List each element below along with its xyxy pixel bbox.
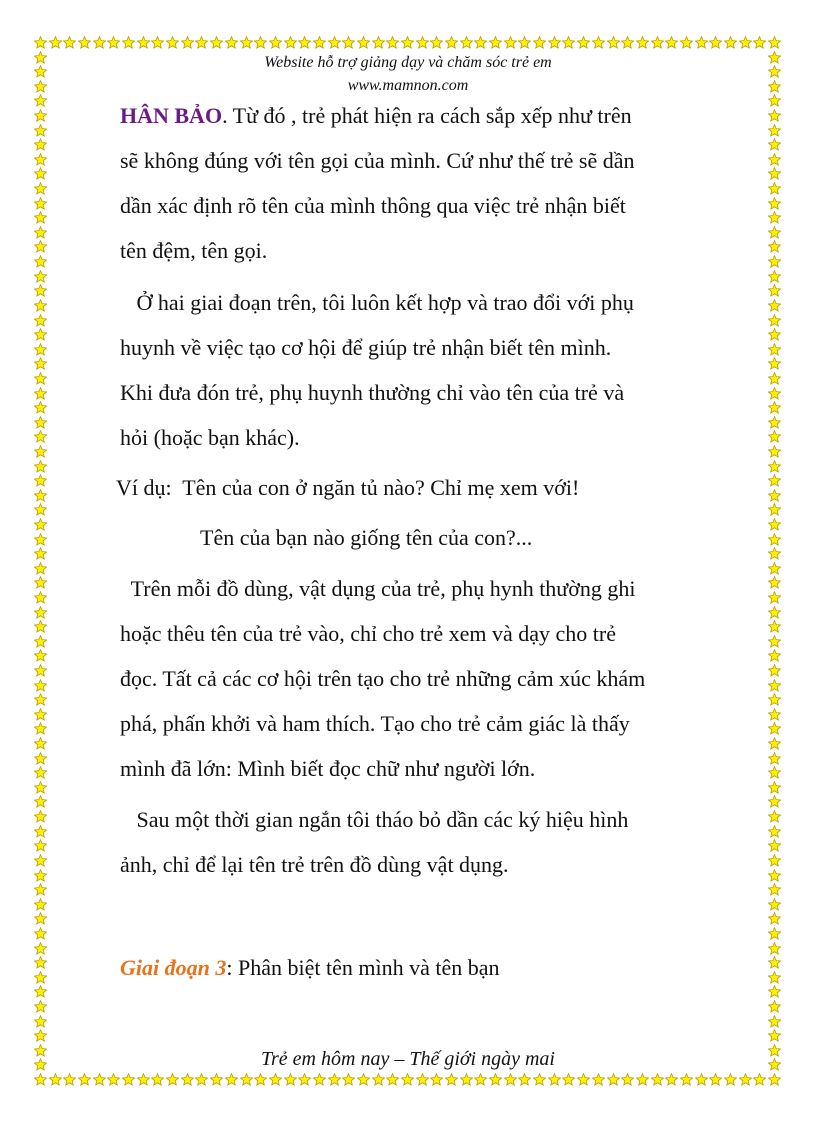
star-icon xyxy=(768,211,781,224)
star-icon xyxy=(768,839,781,852)
star-icon xyxy=(768,1029,781,1042)
header-site-title: Website hỗ trợ giảng dạy và chăm sóc trẻ em xyxy=(264,54,552,71)
star-icon xyxy=(768,795,781,808)
paragraph-line: Sau một thời gian ngắn tôi tháo bỏ dần các ký hiệu hình xyxy=(120,807,629,832)
star-icon xyxy=(768,197,781,210)
star-icon xyxy=(225,36,238,49)
star-icon xyxy=(533,1073,546,1086)
star-icon xyxy=(34,1015,47,1028)
star-icon xyxy=(34,401,47,414)
star-icon xyxy=(489,1073,502,1086)
star-icon xyxy=(768,635,781,648)
star-icon xyxy=(49,36,62,49)
star-icon xyxy=(768,825,781,838)
star-icon xyxy=(34,197,47,210)
star-icon xyxy=(34,518,47,531)
name-highlight: HÂN BẢO xyxy=(120,103,223,128)
star-icon xyxy=(34,576,47,589)
star-icon xyxy=(768,781,781,794)
star-icon xyxy=(768,284,781,297)
star-icon xyxy=(298,1073,311,1086)
star-icon xyxy=(34,679,47,692)
star-icon xyxy=(34,825,47,838)
star-icon xyxy=(34,1029,47,1042)
paragraph-line: Ở hai giai đoạn trên, tôi luôn kết hợp và trao đổi với phụ xyxy=(120,290,634,315)
star-icon xyxy=(768,664,781,677)
star-icon xyxy=(137,1073,150,1086)
star-icon xyxy=(269,36,282,49)
star-icon xyxy=(78,36,91,49)
star-icon xyxy=(34,255,47,268)
star-icon xyxy=(328,36,341,49)
star-icon xyxy=(768,167,781,180)
star-icon xyxy=(416,36,429,49)
star-icon xyxy=(166,1073,179,1086)
star-icon xyxy=(724,1073,737,1086)
star-icon xyxy=(651,36,664,49)
star-icon xyxy=(768,503,781,516)
star-icon xyxy=(562,36,575,49)
star-icon xyxy=(107,36,120,49)
star-icon xyxy=(254,36,267,49)
star-icon xyxy=(34,167,47,180)
star-icon xyxy=(34,489,47,502)
star-icon xyxy=(34,299,47,312)
section-heading xyxy=(120,955,499,981)
star-icon xyxy=(474,1073,487,1086)
star-icon xyxy=(63,1073,76,1086)
star-icon xyxy=(739,1073,752,1086)
example-line: Ví dụ: Tên của con ở ngăn tủ nào? Chỉ mẹ xem với! xyxy=(116,475,580,500)
star-icon xyxy=(724,36,737,49)
star-icon xyxy=(313,1073,326,1086)
star-icon xyxy=(768,314,781,327)
star-icon xyxy=(401,1073,414,1086)
paragraph-line: Trên mỗi đồ dùng, vật dụng của trẻ, phụ hynh thường ghi xyxy=(120,576,636,601)
star-icon xyxy=(63,36,76,49)
star-icon xyxy=(240,36,253,49)
star-icon xyxy=(768,606,781,619)
star-icon xyxy=(768,722,781,735)
star-icon xyxy=(768,547,781,560)
star-icon xyxy=(460,1073,473,1086)
star-icon xyxy=(34,240,47,253)
star-icon xyxy=(34,869,47,882)
star-icon xyxy=(768,1000,781,1013)
star-icon xyxy=(768,94,781,107)
paragraph-line: hoặc thêu tên của trẻ vào, chỉ cho trẻ xem và dạy cho trẻ xyxy=(120,621,616,646)
paragraph-line: ảnh, chỉ để lại tên trẻ trên đồ dùng vật dụng. xyxy=(120,852,509,877)
star-icon xyxy=(607,36,620,49)
star-icon xyxy=(680,36,693,49)
star-icon xyxy=(34,1000,47,1013)
star-icon xyxy=(768,533,781,546)
star-icon xyxy=(562,1073,575,1086)
star-icon xyxy=(695,36,708,49)
star-icon xyxy=(34,109,47,122)
star-icon xyxy=(386,1073,399,1086)
star-icon xyxy=(122,36,135,49)
star-icon xyxy=(93,36,106,49)
paragraph-line: huynh về việc tạo cơ hội để giúp trẻ nhận biết tên mình. xyxy=(120,335,612,360)
star-icon xyxy=(34,942,47,955)
star-icon xyxy=(151,36,164,49)
star-icon xyxy=(181,1073,194,1086)
paragraph-line: mình đã lớn: Mình biết đọc chữ như người lớn. xyxy=(120,756,536,781)
star-icon xyxy=(34,211,47,224)
star-icon xyxy=(768,430,781,443)
star-icon xyxy=(768,752,781,765)
star-icon xyxy=(240,1073,253,1086)
star-icon xyxy=(34,781,47,794)
star-icon xyxy=(34,766,47,779)
paragraph-line: tên đệm, tên gọi. xyxy=(120,238,268,263)
star-icon xyxy=(768,810,781,823)
star-icon xyxy=(768,489,781,502)
star-icon xyxy=(768,1073,781,1086)
star-icon xyxy=(137,36,150,49)
star-icon xyxy=(298,36,311,49)
star-icon xyxy=(34,722,47,735)
star-icon xyxy=(665,1073,678,1086)
star-icon xyxy=(34,854,47,867)
star-icon xyxy=(621,36,634,49)
star-icon xyxy=(768,109,781,122)
star-icon xyxy=(49,1073,62,1086)
star-icon xyxy=(34,314,47,327)
star-icon xyxy=(474,36,487,49)
star-icon xyxy=(34,445,47,458)
star-icon xyxy=(445,36,458,49)
star-icon xyxy=(709,1073,722,1086)
star-icon xyxy=(768,401,781,414)
star-icon xyxy=(739,36,752,49)
star-icon xyxy=(768,1015,781,1028)
star-icon xyxy=(166,36,179,49)
star-icon xyxy=(34,883,47,896)
star-icon xyxy=(34,460,47,473)
star-icon xyxy=(768,766,781,779)
star-icon xyxy=(768,240,781,253)
star-icon xyxy=(768,927,781,940)
star-icon xyxy=(416,1073,429,1086)
star-icon xyxy=(34,357,47,370)
star-icon xyxy=(34,124,47,137)
star-icon xyxy=(709,36,722,49)
star-icon xyxy=(680,1073,693,1086)
star-icon xyxy=(768,343,781,356)
star-icon xyxy=(34,635,47,648)
star-icon xyxy=(107,1073,120,1086)
star-icon xyxy=(34,416,47,429)
star-icon xyxy=(768,708,781,721)
star-icon xyxy=(592,1073,605,1086)
star-icon xyxy=(34,547,47,560)
star-icon xyxy=(768,854,781,867)
star-icon xyxy=(34,153,47,166)
star-icon xyxy=(34,533,47,546)
star-icon xyxy=(768,182,781,195)
star-icon xyxy=(34,503,47,516)
star-icon xyxy=(768,270,781,283)
paragraph-line: đọc. Tất cả các cơ hội trên tạo cho trẻ những cảm xúc khám xyxy=(120,666,646,691)
line-text: . Từ đó , trẻ phát hiện ra cách sắp xếp như trên xyxy=(222,103,632,128)
star-icon xyxy=(768,460,781,473)
star-icon xyxy=(34,912,47,925)
star-icon xyxy=(34,430,47,443)
star-icon xyxy=(181,36,194,49)
star-icon xyxy=(695,1073,708,1086)
star-icon xyxy=(636,36,649,49)
star-icon xyxy=(34,343,47,356)
star-icon xyxy=(651,1073,664,1086)
star-icon xyxy=(768,328,781,341)
star-icon xyxy=(768,562,781,575)
star-icon xyxy=(34,956,47,969)
star-icon xyxy=(768,591,781,604)
star-icon xyxy=(665,36,678,49)
star-icon xyxy=(768,693,781,706)
star-icon xyxy=(768,372,781,385)
star-icon xyxy=(93,1073,106,1086)
star-icon xyxy=(34,606,47,619)
star-icon xyxy=(768,357,781,370)
star-icon xyxy=(34,226,47,239)
star-icon xyxy=(768,737,781,750)
star-icon xyxy=(34,270,47,283)
star-icon xyxy=(607,1073,620,1086)
star-icon xyxy=(577,36,590,49)
star-icon xyxy=(768,649,781,662)
star-icon xyxy=(122,1073,135,1086)
star-icon xyxy=(768,869,781,882)
star-icon xyxy=(577,1073,590,1086)
paragraph-line xyxy=(120,103,632,129)
star-icon xyxy=(34,927,47,940)
star-icon xyxy=(34,474,47,487)
star-icon xyxy=(34,737,47,750)
star-icon xyxy=(34,387,47,400)
star-icon xyxy=(34,795,47,808)
star-icon xyxy=(401,36,414,49)
star-icon xyxy=(518,36,531,49)
star-icon xyxy=(34,591,47,604)
star-icon xyxy=(489,36,502,49)
star-icon xyxy=(518,1073,531,1086)
star-icon xyxy=(768,387,781,400)
star-icon xyxy=(34,328,47,341)
star-icon xyxy=(328,1073,341,1086)
star-icon xyxy=(34,898,47,911)
star-icon xyxy=(768,226,781,239)
star-icon xyxy=(768,576,781,589)
star-icon xyxy=(34,810,47,823)
star-icon xyxy=(357,36,370,49)
star-icon xyxy=(504,36,517,49)
star-icon xyxy=(357,1073,370,1086)
star-icon xyxy=(34,971,47,984)
star-icon xyxy=(78,1073,91,1086)
star-icon xyxy=(34,752,47,765)
paragraph-line: Khi đưa đón trẻ, phụ huynh thường chỉ vào tên của trẻ và xyxy=(120,380,625,405)
star-icon xyxy=(753,36,766,49)
paragraph-line: dần xác định rõ tên của mình thông qua việc trẻ nhận biết xyxy=(120,193,626,218)
line-text: : Phân biệt tên mình và tên bạn xyxy=(226,955,500,980)
paragraph-line: sẽ không đúng với tên gọi của mình. Cứ như thế trẻ sẽ dần xyxy=(120,148,635,173)
paragraph-line: hỏi (hoặc bạn khác). xyxy=(120,425,300,450)
star-icon xyxy=(768,942,781,955)
star-icon xyxy=(768,445,781,458)
star-icon xyxy=(548,36,561,49)
star-icon xyxy=(592,36,605,49)
star-icon xyxy=(372,1073,385,1086)
star-icon xyxy=(768,36,781,49)
star-icon xyxy=(151,1073,164,1086)
star-icon xyxy=(34,562,47,575)
star-icon xyxy=(34,138,47,151)
star-icon xyxy=(225,1073,238,1086)
star-icon xyxy=(34,94,47,107)
footer-slogan: Trẻ em hôm nay – Thế giới ngày mai xyxy=(261,1048,555,1070)
star-icon xyxy=(284,36,297,49)
header-site-url: www.mamnon.com xyxy=(347,77,469,94)
star-icon xyxy=(34,839,47,852)
star-icon xyxy=(284,1073,297,1086)
star-icon xyxy=(34,708,47,721)
star-icon xyxy=(195,1073,208,1086)
star-icon xyxy=(254,1073,267,1086)
star-icon xyxy=(768,416,781,429)
star-icon xyxy=(768,124,781,137)
star-icon xyxy=(210,1073,223,1086)
star-icon xyxy=(195,36,208,49)
star-icon xyxy=(342,36,355,49)
star-icon xyxy=(34,36,47,49)
star-icon xyxy=(34,620,47,633)
star-icon xyxy=(372,36,385,49)
star-icon xyxy=(34,182,47,195)
star-icon xyxy=(768,985,781,998)
star-icon xyxy=(768,474,781,487)
star-icon xyxy=(768,883,781,896)
star-icon xyxy=(269,1073,282,1086)
star-icon xyxy=(768,956,781,969)
star-icon xyxy=(768,898,781,911)
star-icon xyxy=(210,36,223,49)
star-icon xyxy=(34,649,47,662)
star-icon xyxy=(34,985,47,998)
star-icon xyxy=(34,664,47,677)
star-icon xyxy=(768,679,781,692)
star-icon xyxy=(548,1073,561,1086)
star-icon xyxy=(313,36,326,49)
stage-label: Giai đoạn 3 xyxy=(120,955,227,980)
star-icon xyxy=(621,1073,634,1086)
star-icon xyxy=(636,1073,649,1086)
star-icon xyxy=(342,1073,355,1086)
star-icon xyxy=(768,971,781,984)
star-icon xyxy=(504,1073,517,1086)
star-icon xyxy=(753,1073,766,1086)
star-icon xyxy=(430,36,443,49)
star-icon xyxy=(768,153,781,166)
star-icon xyxy=(460,36,473,49)
star-icon xyxy=(445,1073,458,1086)
star-icon xyxy=(768,255,781,268)
star-icon xyxy=(768,620,781,633)
star-icon xyxy=(34,284,47,297)
star-icon xyxy=(768,518,781,531)
star-icon xyxy=(768,912,781,925)
star-icon xyxy=(768,299,781,312)
paragraph-line: phá, phấn khởi và ham thích. Tạo cho trẻ cảm giác là thấy xyxy=(120,711,630,736)
star-icon xyxy=(386,36,399,49)
star-icon xyxy=(430,1073,443,1086)
star-icon xyxy=(533,36,546,49)
star-icon xyxy=(34,372,47,385)
star-icon xyxy=(34,1073,47,1086)
example-line: Tên của bạn nào giống tên của con?... xyxy=(200,525,533,550)
star-icon xyxy=(34,693,47,706)
star-icon xyxy=(768,138,781,151)
